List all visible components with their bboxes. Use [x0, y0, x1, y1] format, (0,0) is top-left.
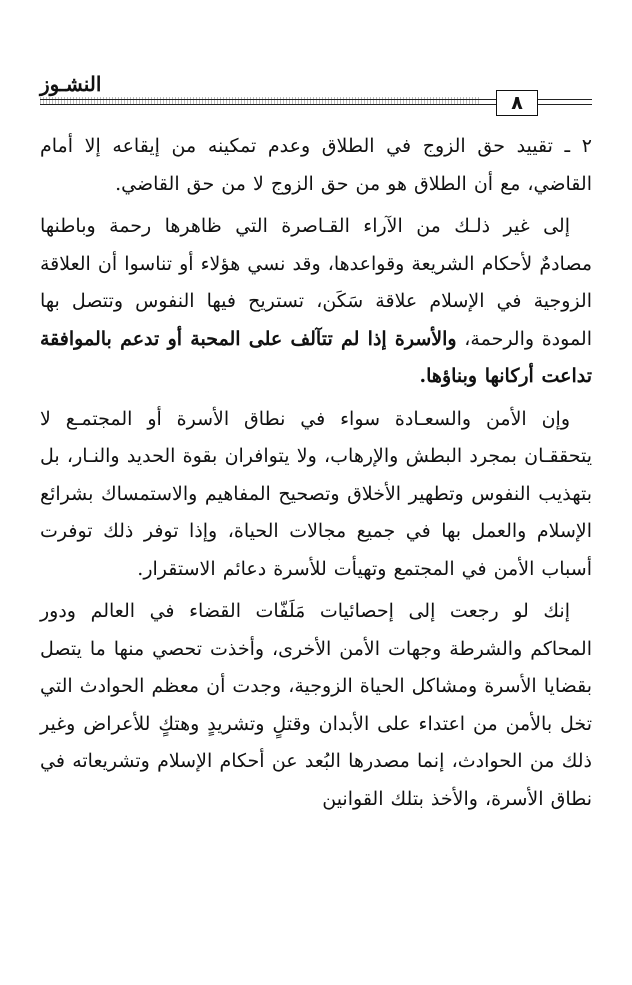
header-rule-tail: [544, 99, 592, 105]
paragraph-4: إنك لو رجعت إلى إحصائيات مَلَفّات القضاء في العالم ودور المحاكم والشرطة وجهات الأمن الأخرى، وأخذت تحصي منها ما يتصل بقضايا الأسرة ومشاكل الحياة الزوجية، وجدت أن معظم الحوادث التي تخل بالأمن من اعتداء على الأبدان وقتلٍ وتشريدٍ وهتكٍ للأعراض وغير ذلك من الحوادث، إنما مصدرها البُعد عن أحكام الإسلام وتشريعاته في نطاق الأسرة، والأخذ بتلك القوانين: [40, 600, 592, 810]
paragraph-3: وإن الأمن والسعـادة سواء في نطاق الأسرة أو المجتمـع لا يتحققـان بمجرد البطش والإرهاب، ولا يتوافران بقوة الحديد والنـار، بل بتهذيب النفوس وتطهير الأخلاق وتصحيح المفاهيم والاستمساك بشرائع الإسلام والعمل بها في جميع مجالات الحياة، وإذا توفر ذلك توفرت أسباب الأمن في المجتمع وتهيأت للأسرة دعائم الاستقرار.: [40, 407, 592, 580]
paragraph-1: ٢ ـ تقييد حق الزوج في الطلاق وعدم تمكينه من إيقاعه إلا أمام القاضي، مع أن الطلاق هو من حق الزوج لا من حق القاضي.: [40, 135, 592, 195]
page-number: ٨: [496, 90, 538, 116]
page-body: [40, 128, 592, 818]
paragraph-2-text: إلى غير ذلـك من الآراء القـاصرة التي ظاهرها رحمة وباطنها مصادمٌ لأحكام الشريعة وقواعدها، وقد نسي هؤلاء أو تناسوا أن العلاقة الزوجية في الإسلام علاقة سَكَن، تستريح فيها النفوس وتتصل بها المودة والرحمة،: [40, 215, 592, 350]
paragraph-2-bold-text: والأسرة إذا لم تتآلف على المحبة أو تدعم بالموافقة تداعت أركانها وبناؤها.: [40, 327, 592, 387]
paragraph-2: [40, 208, 592, 396]
page-header: [40, 72, 592, 122]
chapter-title: النشـوز: [40, 72, 102, 96]
